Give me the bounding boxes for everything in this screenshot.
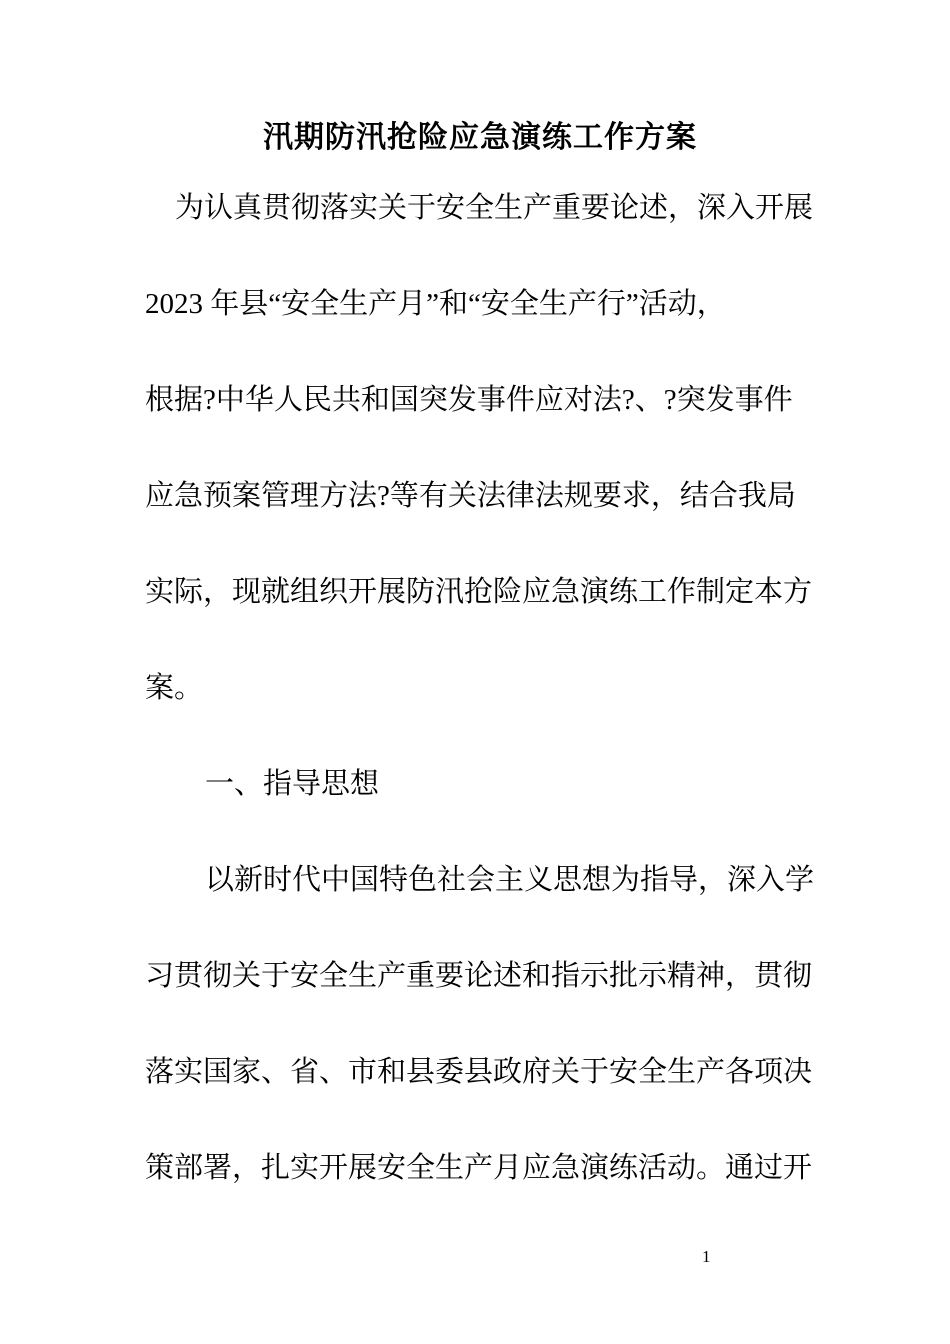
body-line: 实际，现就组织开展防汛抢险应急演练工作制定本方 — [145, 576, 813, 608]
body-line: 习贯彻关于安全生产重要论述和指示批示精神，贯彻 — [145, 960, 813, 992]
body-line: 以新时代中国特色社会主义思想为指导，深入学 — [205, 864, 815, 896]
document-body — [145, 160, 815, 1216]
body-line: 案。 — [145, 672, 204, 704]
document-title: 汛期防汛抢险应急演练工作方案 — [263, 121, 697, 154]
body-line: 落实国家、省、市和县委县政府关于安全生产各项决 — [145, 1056, 813, 1088]
body-line: 策部署，扎实开展安全生产月应急演练活动。通过开 — [145, 1152, 813, 1184]
page-number: 1 — [702, 1247, 711, 1266]
section-heading: 一、指导思想 — [205, 768, 380, 800]
body-line: 根据?中华人民共和国突发事件应对法?、?突发事件 — [145, 384, 793, 416]
body-line: 2023 年县“安全生产月”和“安全生产行”活动， — [145, 288, 726, 320]
body-line: 为认真贯彻落实关于安全生产重要论述，深入开展 — [175, 192, 814, 224]
body-line: 应急预案管理方法?等有关法律法规要求，结合我局 — [145, 480, 796, 512]
